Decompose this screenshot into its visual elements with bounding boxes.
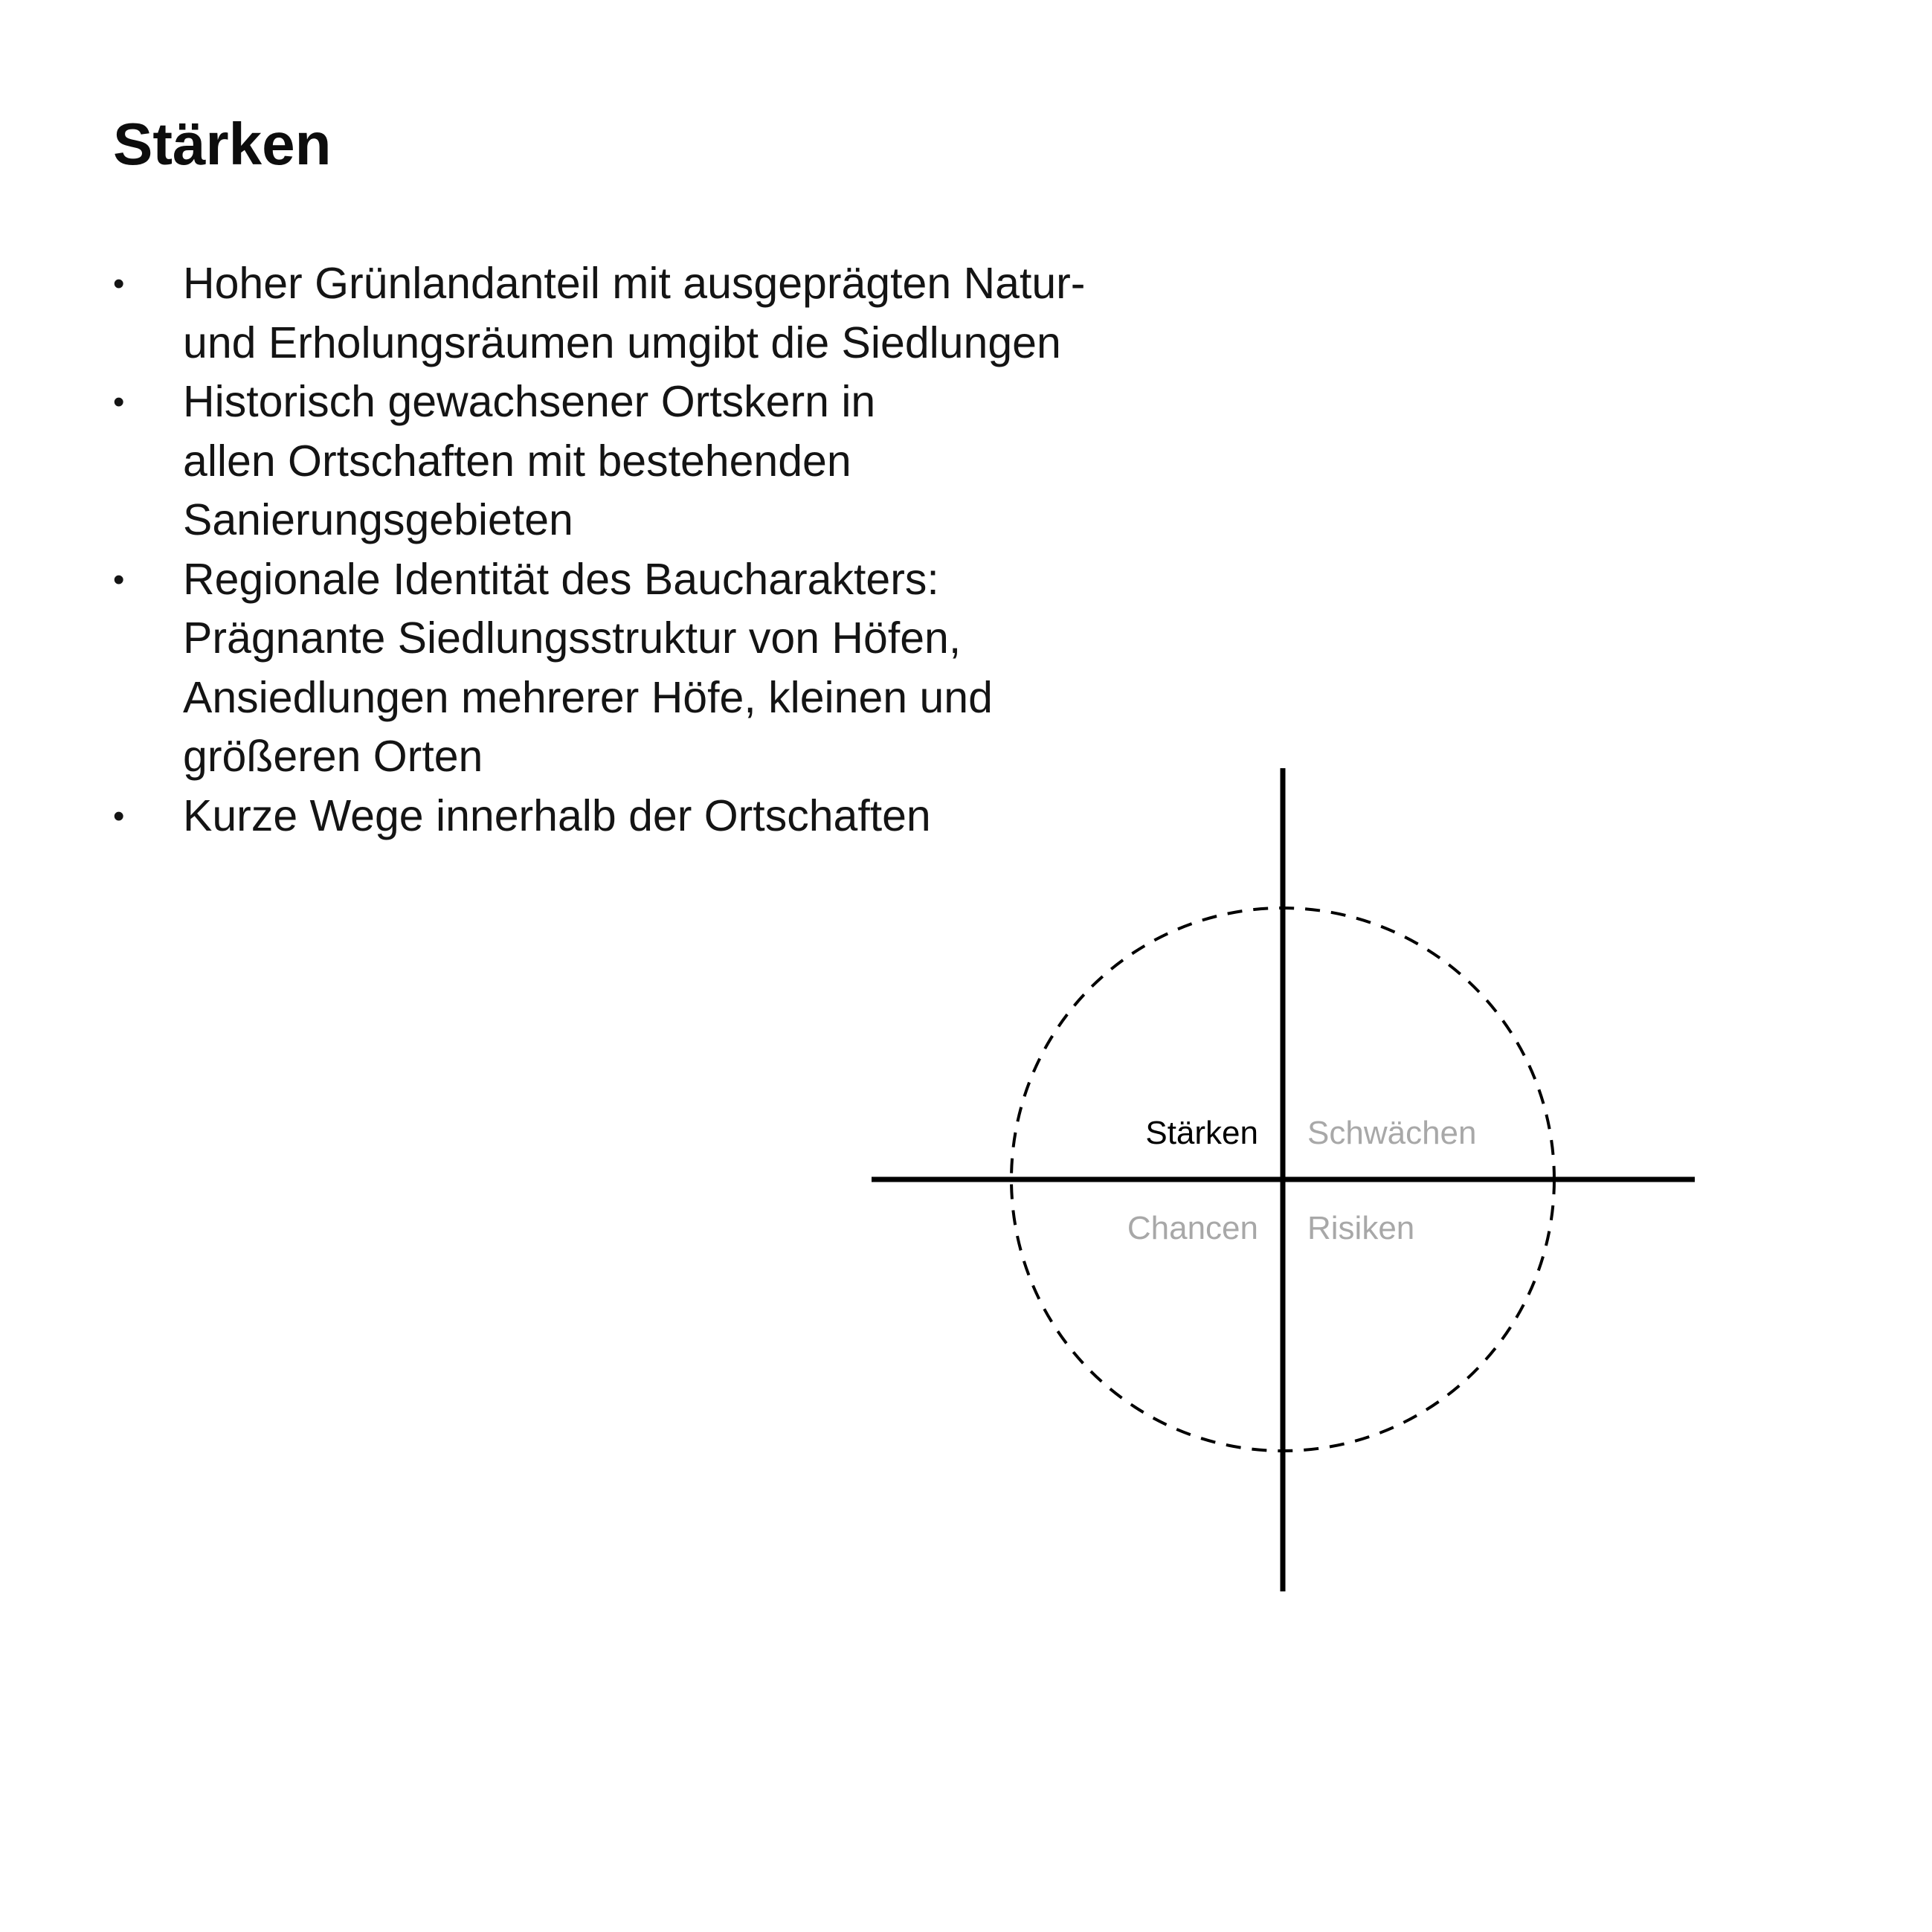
bullet-icon: • bbox=[113, 797, 125, 834]
list-item-line: Ansiedlungen mehrerer Höfe, kleinen und bbox=[183, 672, 993, 722]
quadrant-label-threats: Risiken bbox=[1307, 1210, 1415, 1246]
list-item-line: Regionale Identität des Baucharakters: bbox=[183, 554, 939, 604]
list-item-line: Sanierungsgebieten bbox=[183, 495, 573, 544]
bullet-icon: • bbox=[113, 561, 125, 598]
bullet-icon: • bbox=[113, 265, 125, 302]
bullet-icon: • bbox=[113, 384, 125, 420]
list-item-line: und Erholungsräumen umgibt die Siedlungen bbox=[183, 318, 1061, 367]
quadrant-label-strengths: Stärken bbox=[1145, 1115, 1258, 1151]
list-item-line: Historisch gewachsener Ortskern in bbox=[183, 377, 876, 426]
list-item-line: Kurze Wege innerhalb der Ortschaften bbox=[183, 790, 931, 840]
list-item-line: größeren Orten bbox=[183, 732, 483, 781]
page-title: Stärken bbox=[113, 111, 332, 177]
quadrant-label-opportunities: Chancen bbox=[1127, 1210, 1258, 1246]
list-item-line: Prägnante Siedlungsstruktur von Höfen, bbox=[183, 614, 962, 663]
list-item-line: allen Ortschaften mit bestehenden bbox=[183, 436, 851, 486]
list-item-line: Hoher Grünlandanteil mit ausgeprägten Natur- bbox=[183, 259, 1086, 308]
quadrant-label-weaknesses: Schwächen bbox=[1307, 1115, 1477, 1151]
